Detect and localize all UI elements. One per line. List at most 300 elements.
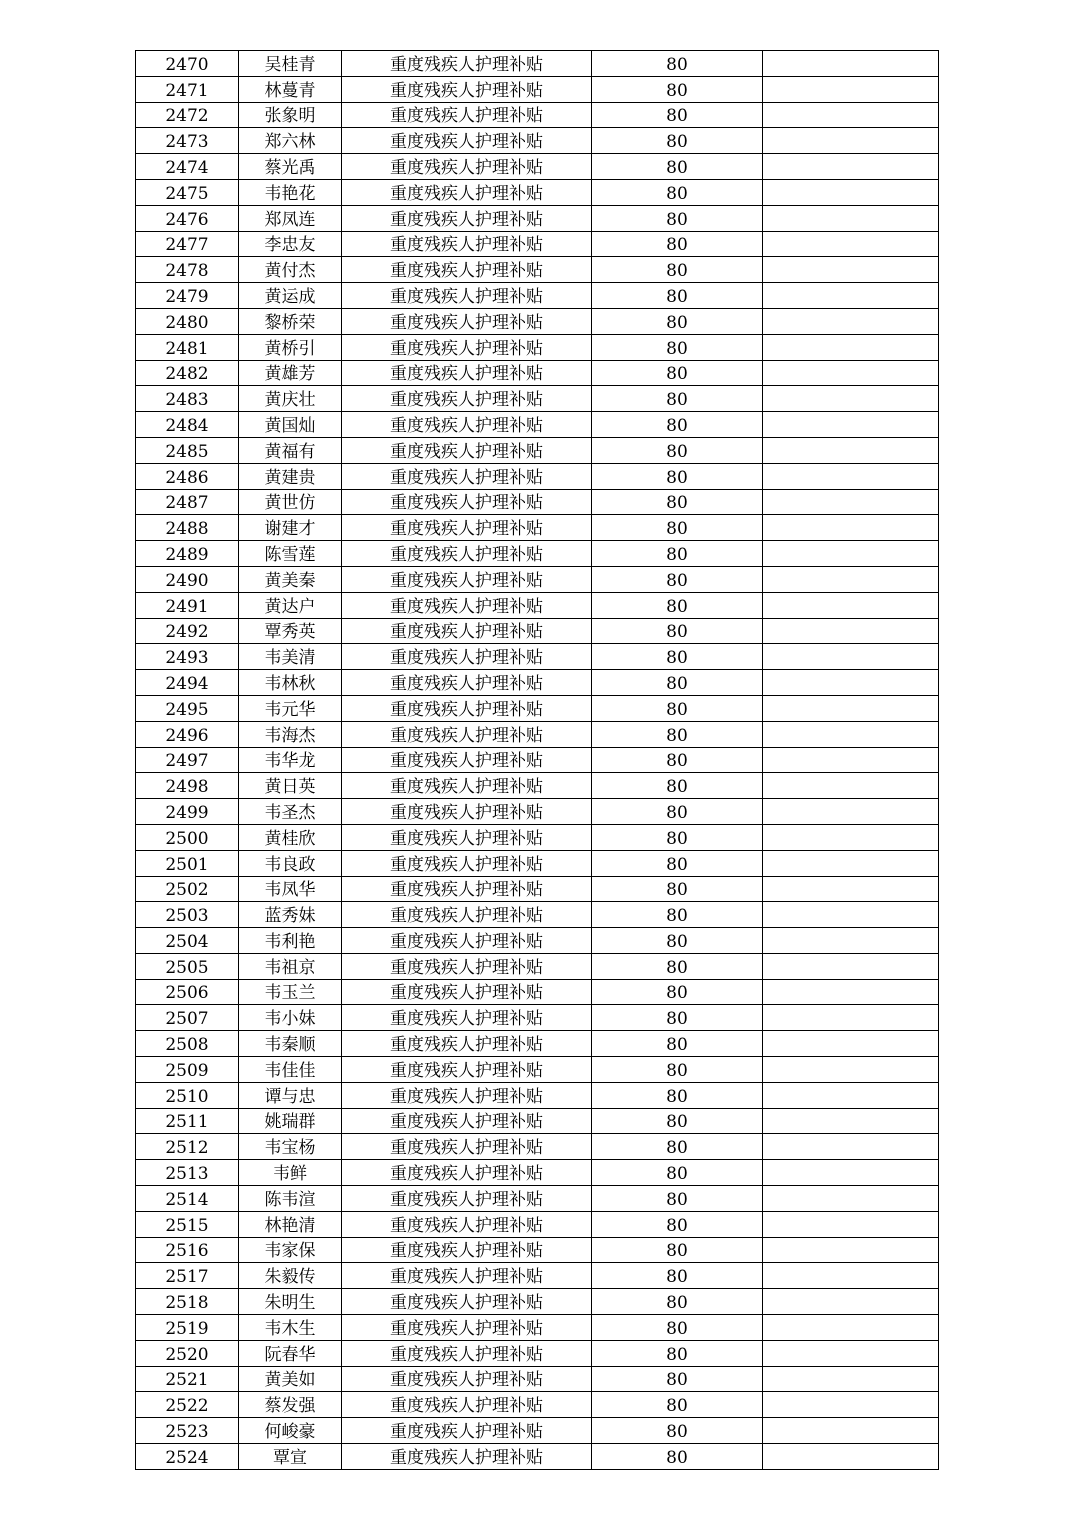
recipient-name-cell: 黄国灿 bbox=[239, 412, 342, 438]
subsidy-item-cell: 重度残疾人护理补贴 bbox=[342, 283, 592, 309]
table-row bbox=[136, 1186, 939, 1212]
recipient-name-cell: 覃宣 bbox=[239, 1444, 342, 1470]
note-cell bbox=[763, 566, 939, 592]
note-cell bbox=[763, 902, 939, 928]
table-row bbox=[136, 747, 939, 773]
subsidy-item-cell: 重度残疾人护理补贴 bbox=[342, 128, 592, 154]
subsidy-item-cell: 重度残疾人护理补贴 bbox=[342, 102, 592, 128]
row-number-cell: 2523 bbox=[136, 1418, 239, 1444]
note-cell bbox=[763, 1444, 939, 1470]
amount-cell: 80 bbox=[592, 1031, 763, 1057]
table-row bbox=[136, 721, 939, 747]
subsidy-item-cell: 重度残疾人护理补贴 bbox=[342, 773, 592, 799]
table-row bbox=[136, 1160, 939, 1186]
note-cell bbox=[763, 1289, 939, 1315]
row-number-cell: 2471 bbox=[136, 76, 239, 102]
row-number-cell: 2490 bbox=[136, 566, 239, 592]
subsidy-item-cell: 重度残疾人护理补贴 bbox=[342, 1263, 592, 1289]
recipient-name-cell: 韦元华 bbox=[239, 695, 342, 721]
amount-cell: 80 bbox=[592, 515, 763, 541]
recipient-name-cell: 谭与忠 bbox=[239, 1082, 342, 1108]
subsidy-item-cell: 重度残疾人护理补贴 bbox=[342, 489, 592, 515]
table-row bbox=[136, 695, 939, 721]
note-cell bbox=[763, 1263, 939, 1289]
subsidy-item-cell: 重度残疾人护理补贴 bbox=[342, 1444, 592, 1470]
subsidy-item-cell: 重度残疾人护理补贴 bbox=[342, 824, 592, 850]
recipient-name-cell: 张象明 bbox=[239, 102, 342, 128]
table-row bbox=[136, 592, 939, 618]
amount-cell: 80 bbox=[592, 850, 763, 876]
subsidy-item-cell: 重度残疾人护理补贴 bbox=[342, 51, 592, 77]
amount-cell: 80 bbox=[592, 283, 763, 309]
row-number-cell: 2504 bbox=[136, 928, 239, 954]
subsidy-item-cell: 重度残疾人护理补贴 bbox=[342, 876, 592, 902]
table-row bbox=[136, 670, 939, 696]
note-cell bbox=[763, 386, 939, 412]
note-cell bbox=[763, 1031, 939, 1057]
amount-cell: 80 bbox=[592, 1186, 763, 1212]
recipient-name-cell: 姚瑞群 bbox=[239, 1108, 342, 1134]
recipient-name-cell: 黄雄芳 bbox=[239, 360, 342, 386]
amount-cell: 80 bbox=[592, 231, 763, 257]
table-row bbox=[136, 1108, 939, 1134]
row-number-cell: 2499 bbox=[136, 799, 239, 825]
table-row bbox=[136, 463, 939, 489]
row-number-cell: 2492 bbox=[136, 618, 239, 644]
recipient-name-cell: 黎桥荣 bbox=[239, 308, 342, 334]
table-row bbox=[136, 386, 939, 412]
amount-cell: 80 bbox=[592, 721, 763, 747]
amount-cell: 80 bbox=[592, 928, 763, 954]
table-row bbox=[136, 953, 939, 979]
row-number-cell: 2496 bbox=[136, 721, 239, 747]
amount-cell: 80 bbox=[592, 205, 763, 231]
row-number-cell: 2486 bbox=[136, 463, 239, 489]
amount-cell: 80 bbox=[592, 412, 763, 438]
table-row bbox=[136, 1134, 939, 1160]
amount-cell: 80 bbox=[592, 1392, 763, 1418]
subsidy-item-cell: 重度残疾人护理补贴 bbox=[342, 231, 592, 257]
note-cell bbox=[763, 1315, 939, 1341]
note-cell bbox=[763, 1186, 939, 1212]
recipient-name-cell: 蔡光禹 bbox=[239, 154, 342, 180]
note-cell bbox=[763, 1082, 939, 1108]
amount-cell: 80 bbox=[592, 1289, 763, 1315]
note-cell bbox=[763, 1160, 939, 1186]
table-row bbox=[136, 799, 939, 825]
recipient-name-cell: 黄达户 bbox=[239, 592, 342, 618]
note-cell bbox=[763, 1211, 939, 1237]
recipient-name-cell: 黄世仿 bbox=[239, 489, 342, 515]
table-row bbox=[136, 1082, 939, 1108]
recipient-name-cell: 郑六林 bbox=[239, 128, 342, 154]
amount-cell: 80 bbox=[592, 51, 763, 77]
note-cell bbox=[763, 283, 939, 309]
amount-cell: 80 bbox=[592, 1134, 763, 1160]
note-cell bbox=[763, 463, 939, 489]
table-row bbox=[136, 412, 939, 438]
note-cell bbox=[763, 670, 939, 696]
amount-cell: 80 bbox=[592, 747, 763, 773]
note-cell bbox=[763, 876, 939, 902]
table-row bbox=[136, 566, 939, 592]
amount-cell: 80 bbox=[592, 437, 763, 463]
row-number-cell: 2513 bbox=[136, 1160, 239, 1186]
row-number-cell: 2519 bbox=[136, 1315, 239, 1341]
note-cell bbox=[763, 205, 939, 231]
row-number-cell: 2480 bbox=[136, 308, 239, 334]
table-row bbox=[136, 824, 939, 850]
note-cell bbox=[763, 850, 939, 876]
note-cell bbox=[763, 360, 939, 386]
row-number-cell: 2494 bbox=[136, 670, 239, 696]
amount-cell: 80 bbox=[592, 360, 763, 386]
amount-cell: 80 bbox=[592, 102, 763, 128]
amount-cell: 80 bbox=[592, 618, 763, 644]
recipient-name-cell: 李忠友 bbox=[239, 231, 342, 257]
recipient-name-cell: 林艳清 bbox=[239, 1211, 342, 1237]
recipient-name-cell: 蔡发强 bbox=[239, 1392, 342, 1418]
table-row bbox=[136, 644, 939, 670]
amount-cell: 80 bbox=[592, 1444, 763, 1470]
table-row bbox=[136, 773, 939, 799]
row-number-cell: 2505 bbox=[136, 953, 239, 979]
note-cell bbox=[763, 154, 939, 180]
table-row bbox=[136, 154, 939, 180]
subsidy-item-cell: 重度残疾人护理补贴 bbox=[342, 205, 592, 231]
row-number-cell: 2491 bbox=[136, 592, 239, 618]
subsidy-item-cell: 重度残疾人护理补贴 bbox=[342, 386, 592, 412]
row-number-cell: 2508 bbox=[136, 1031, 239, 1057]
recipient-name-cell: 黄运成 bbox=[239, 283, 342, 309]
table-row bbox=[136, 979, 939, 1005]
amount-cell: 80 bbox=[592, 154, 763, 180]
row-number-cell: 2511 bbox=[136, 1108, 239, 1134]
amount-cell: 80 bbox=[592, 1237, 763, 1263]
recipient-name-cell: 黄建贵 bbox=[239, 463, 342, 489]
amount-cell: 80 bbox=[592, 1211, 763, 1237]
table-row bbox=[136, 360, 939, 386]
row-number-cell: 2481 bbox=[136, 334, 239, 360]
table-row bbox=[136, 618, 939, 644]
recipient-name-cell: 朱明生 bbox=[239, 1289, 342, 1315]
recipient-name-cell: 黄日英 bbox=[239, 773, 342, 799]
row-number-cell: 2479 bbox=[136, 283, 239, 309]
note-cell bbox=[763, 1418, 939, 1444]
subsidy-item-cell: 重度残疾人护理补贴 bbox=[342, 308, 592, 334]
note-cell bbox=[763, 618, 939, 644]
note-cell bbox=[763, 721, 939, 747]
subsidy-item-cell: 重度残疾人护理补贴 bbox=[342, 1315, 592, 1341]
recipient-name-cell: 谢建才 bbox=[239, 515, 342, 541]
row-number-cell: 2495 bbox=[136, 695, 239, 721]
subsidy-item-cell: 重度残疾人护理补贴 bbox=[342, 747, 592, 773]
row-number-cell: 2488 bbox=[136, 515, 239, 541]
table-row bbox=[136, 1315, 939, 1341]
amount-cell: 80 bbox=[592, 1263, 763, 1289]
note-cell bbox=[763, 51, 939, 77]
subsidy-item-cell: 重度残疾人护理补贴 bbox=[342, 1186, 592, 1212]
note-cell bbox=[763, 1005, 939, 1031]
recipient-name-cell: 韦鲜 bbox=[239, 1160, 342, 1186]
recipient-name-cell: 郑凤连 bbox=[239, 205, 342, 231]
amount-cell: 80 bbox=[592, 824, 763, 850]
recipient-name-cell: 黄美如 bbox=[239, 1366, 342, 1392]
subsidy-item-cell: 重度残疾人护理补贴 bbox=[342, 670, 592, 696]
row-number-cell: 2524 bbox=[136, 1444, 239, 1470]
row-number-cell: 2487 bbox=[136, 489, 239, 515]
amount-cell: 80 bbox=[592, 463, 763, 489]
recipient-name-cell: 韦木生 bbox=[239, 1315, 342, 1341]
row-number-cell: 2521 bbox=[136, 1366, 239, 1392]
note-cell bbox=[763, 953, 939, 979]
table-row bbox=[136, 76, 939, 102]
subsidy-item-cell: 重度残疾人护理补贴 bbox=[342, 412, 592, 438]
subsidy-item-cell: 重度残疾人护理补贴 bbox=[342, 1418, 592, 1444]
amount-cell: 80 bbox=[592, 308, 763, 334]
table-row bbox=[136, 102, 939, 128]
note-cell bbox=[763, 334, 939, 360]
table-row bbox=[136, 1366, 939, 1392]
recipient-name-cell: 黄福有 bbox=[239, 437, 342, 463]
table-row bbox=[136, 283, 939, 309]
amount-cell: 80 bbox=[592, 566, 763, 592]
note-cell bbox=[763, 412, 939, 438]
amount-cell: 80 bbox=[592, 1082, 763, 1108]
subsidy-item-cell: 重度残疾人护理补贴 bbox=[342, 179, 592, 205]
row-number-cell: 2493 bbox=[136, 644, 239, 670]
note-cell bbox=[763, 824, 939, 850]
recipient-name-cell: 吴桂青 bbox=[239, 51, 342, 77]
table-row bbox=[136, 489, 939, 515]
row-number-cell: 2514 bbox=[136, 1186, 239, 1212]
subsidy-item-cell: 重度残疾人护理补贴 bbox=[342, 1031, 592, 1057]
table-row bbox=[136, 1237, 939, 1263]
row-number-cell: 2520 bbox=[136, 1340, 239, 1366]
table-body bbox=[136, 51, 939, 1470]
row-number-cell: 2510 bbox=[136, 1082, 239, 1108]
subsidy-item-cell: 重度残疾人护理补贴 bbox=[342, 1005, 592, 1031]
table-row bbox=[136, 928, 939, 954]
subsidy-item-cell: 重度残疾人护理补贴 bbox=[342, 928, 592, 954]
recipient-name-cell: 陈雪莲 bbox=[239, 541, 342, 567]
table-row bbox=[136, 308, 939, 334]
recipient-name-cell: 林蔓青 bbox=[239, 76, 342, 102]
note-cell bbox=[763, 592, 939, 618]
subsidy-item-cell: 重度残疾人护理补贴 bbox=[342, 644, 592, 670]
row-number-cell: 2512 bbox=[136, 1134, 239, 1160]
amount-cell: 80 bbox=[592, 979, 763, 1005]
subsidy-item-cell: 重度残疾人护理补贴 bbox=[342, 902, 592, 928]
amount-cell: 80 bbox=[592, 76, 763, 102]
table-row bbox=[136, 876, 939, 902]
subsidy-item-cell: 重度残疾人护理补贴 bbox=[342, 592, 592, 618]
row-number-cell: 2522 bbox=[136, 1392, 239, 1418]
amount-cell: 80 bbox=[592, 1315, 763, 1341]
recipient-name-cell: 陈韦渲 bbox=[239, 1186, 342, 1212]
note-cell bbox=[763, 928, 939, 954]
row-number-cell: 2515 bbox=[136, 1211, 239, 1237]
recipient-name-cell: 韦家保 bbox=[239, 1237, 342, 1263]
row-number-cell: 2473 bbox=[136, 128, 239, 154]
recipient-name-cell: 韦宝杨 bbox=[239, 1134, 342, 1160]
amount-cell: 80 bbox=[592, 799, 763, 825]
recipient-name-cell: 韦玉兰 bbox=[239, 979, 342, 1005]
subsidy-item-cell: 重度残疾人护理补贴 bbox=[342, 1340, 592, 1366]
subsidy-item-cell: 重度残疾人护理补贴 bbox=[342, 695, 592, 721]
table-row bbox=[136, 179, 939, 205]
note-cell bbox=[763, 979, 939, 1005]
recipient-name-cell: 韦小妹 bbox=[239, 1005, 342, 1031]
amount-cell: 80 bbox=[592, 1366, 763, 1392]
row-number-cell: 2518 bbox=[136, 1289, 239, 1315]
note-cell bbox=[763, 179, 939, 205]
row-number-cell: 2474 bbox=[136, 154, 239, 180]
table-row bbox=[136, 1418, 939, 1444]
subsidy-item-cell: 重度残疾人护理补贴 bbox=[342, 1108, 592, 1134]
row-number-cell: 2483 bbox=[136, 386, 239, 412]
amount-cell: 80 bbox=[592, 1340, 763, 1366]
row-number-cell: 2501 bbox=[136, 850, 239, 876]
row-number-cell: 2506 bbox=[136, 979, 239, 1005]
note-cell bbox=[763, 128, 939, 154]
note-cell bbox=[763, 773, 939, 799]
subsidy-item-cell: 重度残疾人护理补贴 bbox=[342, 76, 592, 102]
row-number-cell: 2484 bbox=[136, 412, 239, 438]
recipient-name-cell: 韦凤华 bbox=[239, 876, 342, 902]
amount-cell: 80 bbox=[592, 773, 763, 799]
amount-cell: 80 bbox=[592, 128, 763, 154]
note-cell bbox=[763, 308, 939, 334]
table-row bbox=[136, 51, 939, 77]
note-cell bbox=[763, 747, 939, 773]
table-row bbox=[136, 1263, 939, 1289]
note-cell bbox=[763, 1340, 939, 1366]
note-cell bbox=[763, 541, 939, 567]
row-number-cell: 2498 bbox=[136, 773, 239, 799]
recipient-name-cell: 韦海杰 bbox=[239, 721, 342, 747]
row-number-cell: 2475 bbox=[136, 179, 239, 205]
amount-cell: 80 bbox=[592, 644, 763, 670]
table-row bbox=[136, 1392, 939, 1418]
subsidy-item-cell: 重度残疾人护理补贴 bbox=[342, 1160, 592, 1186]
recipient-name-cell: 黄桥引 bbox=[239, 334, 342, 360]
table-row bbox=[136, 257, 939, 283]
subsidy-item-cell: 重度残疾人护理补贴 bbox=[342, 1237, 592, 1263]
note-cell bbox=[763, 515, 939, 541]
subsidy-item-cell: 重度残疾人护理补贴 bbox=[342, 334, 592, 360]
subsidy-table bbox=[135, 50, 939, 1470]
row-number-cell: 2509 bbox=[136, 1057, 239, 1083]
recipient-name-cell: 韦华龙 bbox=[239, 747, 342, 773]
table-row bbox=[136, 231, 939, 257]
table-row bbox=[136, 334, 939, 360]
row-number-cell: 2502 bbox=[136, 876, 239, 902]
amount-cell: 80 bbox=[592, 1418, 763, 1444]
row-number-cell: 2472 bbox=[136, 102, 239, 128]
table-row bbox=[136, 1289, 939, 1315]
recipient-name-cell: 朱毅传 bbox=[239, 1263, 342, 1289]
subsidy-item-cell: 重度残疾人护理补贴 bbox=[342, 463, 592, 489]
subsidy-item-cell: 重度残疾人护理补贴 bbox=[342, 566, 592, 592]
subsidy-item-cell: 重度残疾人护理补贴 bbox=[342, 360, 592, 386]
recipient-name-cell: 韦良政 bbox=[239, 850, 342, 876]
subsidy-item-cell: 重度残疾人护理补贴 bbox=[342, 799, 592, 825]
note-cell bbox=[763, 489, 939, 515]
subsidy-item-cell: 重度残疾人护理补贴 bbox=[342, 850, 592, 876]
note-cell bbox=[763, 1237, 939, 1263]
row-number-cell: 2517 bbox=[136, 1263, 239, 1289]
amount-cell: 80 bbox=[592, 489, 763, 515]
subsidy-item-cell: 重度残疾人护理补贴 bbox=[342, 515, 592, 541]
recipient-name-cell: 韦圣杰 bbox=[239, 799, 342, 825]
note-cell bbox=[763, 1392, 939, 1418]
recipient-name-cell: 覃秀英 bbox=[239, 618, 342, 644]
amount-cell: 80 bbox=[592, 1057, 763, 1083]
table-row bbox=[136, 1031, 939, 1057]
amount-cell: 80 bbox=[592, 179, 763, 205]
note-cell bbox=[763, 799, 939, 825]
subsidy-item-cell: 重度残疾人护理补贴 bbox=[342, 541, 592, 567]
note-cell bbox=[763, 695, 939, 721]
table-row bbox=[136, 515, 939, 541]
subsidy-item-cell: 重度残疾人护理补贴 bbox=[342, 1392, 592, 1418]
subsidy-item-cell: 重度残疾人护理补贴 bbox=[342, 1366, 592, 1392]
table-row bbox=[136, 541, 939, 567]
amount-cell: 80 bbox=[592, 670, 763, 696]
amount-cell: 80 bbox=[592, 953, 763, 979]
table-row bbox=[136, 205, 939, 231]
note-cell bbox=[763, 1366, 939, 1392]
subsidy-item-cell: 重度残疾人护理补贴 bbox=[342, 1134, 592, 1160]
recipient-name-cell: 何峻豪 bbox=[239, 1418, 342, 1444]
amount-cell: 80 bbox=[592, 902, 763, 928]
recipient-name-cell: 阮春华 bbox=[239, 1340, 342, 1366]
recipient-name-cell: 蓝秀妹 bbox=[239, 902, 342, 928]
recipient-name-cell: 黄付杰 bbox=[239, 257, 342, 283]
amount-cell: 80 bbox=[592, 876, 763, 902]
row-number-cell: 2516 bbox=[136, 1237, 239, 1263]
note-cell bbox=[763, 76, 939, 102]
amount-cell: 80 bbox=[592, 386, 763, 412]
subsidy-item-cell: 重度残疾人护理补贴 bbox=[342, 437, 592, 463]
note-cell bbox=[763, 644, 939, 670]
subsidy-item-cell: 重度残疾人护理补贴 bbox=[342, 979, 592, 1005]
row-number-cell: 2507 bbox=[136, 1005, 239, 1031]
note-cell bbox=[763, 1134, 939, 1160]
recipient-name-cell: 韦秦顺 bbox=[239, 1031, 342, 1057]
row-number-cell: 2503 bbox=[136, 902, 239, 928]
row-number-cell: 2482 bbox=[136, 360, 239, 386]
note-cell bbox=[763, 437, 939, 463]
note-cell bbox=[763, 1108, 939, 1134]
amount-cell: 80 bbox=[592, 592, 763, 618]
table-row bbox=[136, 1005, 939, 1031]
subsidy-item-cell: 重度残疾人护理补贴 bbox=[342, 618, 592, 644]
amount-cell: 80 bbox=[592, 1005, 763, 1031]
recipient-name-cell: 黄美秦 bbox=[239, 566, 342, 592]
row-number-cell: 2477 bbox=[136, 231, 239, 257]
recipient-name-cell: 韦林秋 bbox=[239, 670, 342, 696]
subsidy-item-cell: 重度残疾人护理补贴 bbox=[342, 721, 592, 747]
table-row bbox=[136, 1211, 939, 1237]
subsidy-item-cell: 重度残疾人护理补贴 bbox=[342, 154, 592, 180]
note-cell bbox=[763, 231, 939, 257]
table-row bbox=[136, 1340, 939, 1366]
table-row bbox=[136, 1057, 939, 1083]
recipient-name-cell: 韦艳花 bbox=[239, 179, 342, 205]
recipient-name-cell: 黄桂欣 bbox=[239, 824, 342, 850]
